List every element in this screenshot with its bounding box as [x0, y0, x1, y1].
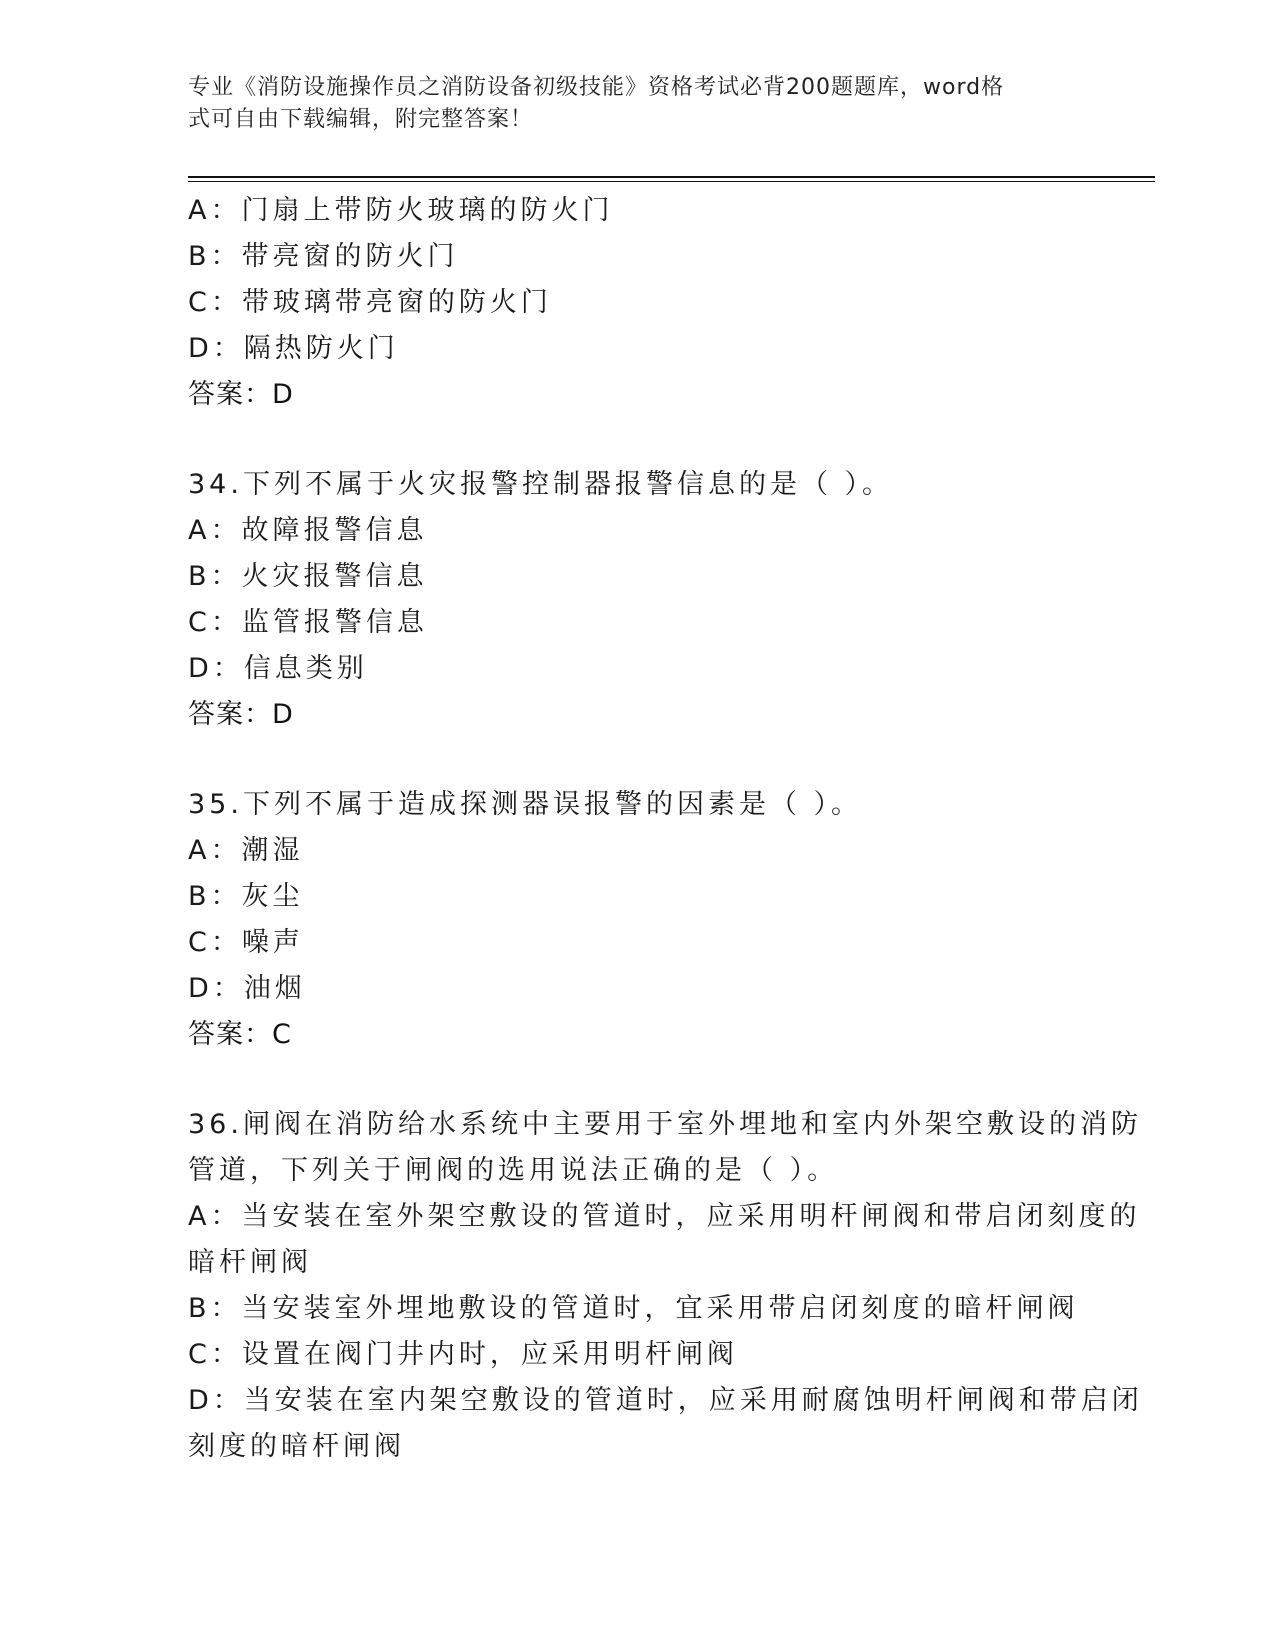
option-d: D：隔热防火门	[188, 333, 399, 364]
option-a: A：门扇上带防火玻璃的防火门	[188, 195, 614, 226]
option-b: B：灰尘	[188, 881, 304, 912]
question-text-line-2: 管道，下列关于闸阀的选用说法正确的是（ ）。	[188, 1155, 839, 1186]
header-divider-thick	[188, 176, 1155, 178]
option-a: A：故障报警信息	[188, 515, 428, 546]
question-35	[188, 782, 1088, 1058]
header-line-2: 式可自由下载编辑，附完整答案！	[188, 107, 534, 132]
question-36	[188, 1102, 1143, 1470]
document-header	[188, 72, 1068, 136]
option-b: B：带亮窗的防火门	[188, 241, 459, 272]
question-33	[188, 188, 1088, 418]
option-a: A：潮湿	[188, 835, 304, 866]
answer: 答案：D	[188, 379, 294, 410]
answer: 答案：C	[188, 1019, 292, 1050]
question-text-line-1: 36.闸阀在消防给水系统中主要用于室外埋地和室内外架空敷设的消防	[188, 1109, 1142, 1140]
question-text: 35.下列不属于造成探测器误报警的因素是（ ）。	[188, 789, 863, 820]
option-c: C：噪声	[188, 927, 304, 958]
option-d-line-2: 刻度的暗杆闸阀	[188, 1431, 405, 1462]
option-b: B：当安装室外埋地敷设的管道时，宜采用带启闭刻度的暗杆闸阀	[188, 1293, 1079, 1324]
option-c: C：监管报警信息	[188, 607, 428, 638]
option-d-line-1: D：当安装在室内架空敷设的管道时，应采用耐腐蚀明杆闸阀和带启闭	[188, 1385, 1143, 1416]
question-text: 34.下列不属于火灾报警控制器报警信息的是（ ）。	[188, 469, 894, 500]
option-b: B：火灾报警信息	[188, 561, 428, 592]
option-d: D：油烟	[188, 973, 306, 1004]
option-a-line-1: A：当安装在室外架空敷设的管道时，应采用明杆闸阀和带启闭刻度的	[188, 1201, 1141, 1232]
question-list	[188, 188, 1143, 1470]
option-c: C：设置在阀门井内时，应采用明杆闸阀	[188, 1339, 738, 1370]
question-34	[188, 462, 1088, 738]
header-line-1: 专业《消防设施操作员之消防设备初级技能》资格考试必背200题题库，word格	[188, 75, 1005, 100]
option-a-line-2: 暗杆闸阀	[188, 1247, 312, 1278]
header-divider-thin	[188, 181, 1155, 182]
option-c: C：带玻璃带亮窗的防火门	[188, 287, 552, 318]
answer: 答案：D	[188, 699, 294, 730]
option-d: D：信息类别	[188, 653, 368, 684]
